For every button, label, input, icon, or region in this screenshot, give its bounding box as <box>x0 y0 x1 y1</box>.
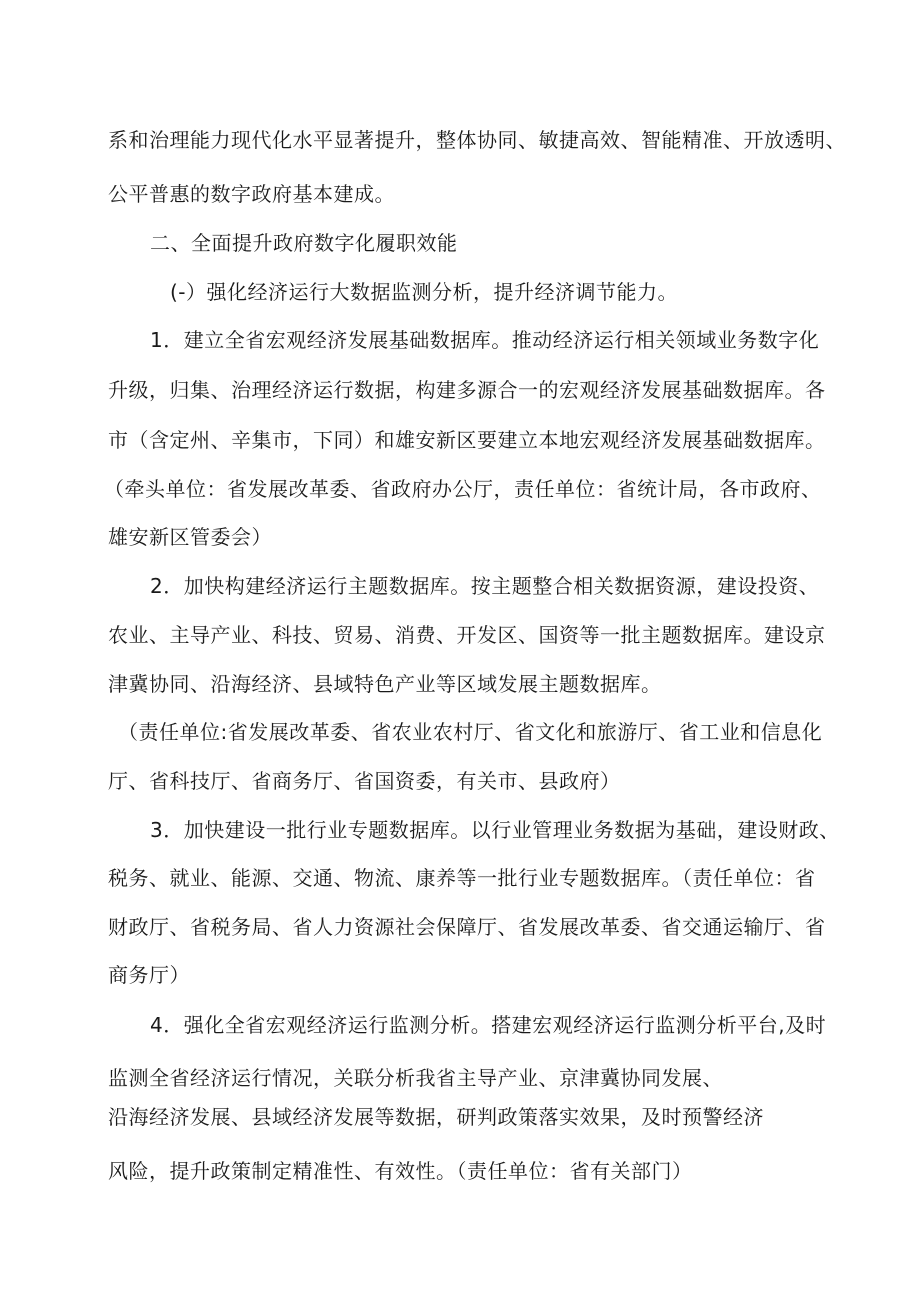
subsection-heading: (-）强化经济运行大数据监测分析，提升经济调节能力。 <box>170 280 679 304</box>
text-line: 厅、省科技厅、省商务厅、省国资委，有关市、县政府） <box>108 769 621 793</box>
text-line: 3．加快建设一批行业专题数据库。以行业管理业务数据为基础，建设财政、 <box>150 818 840 842</box>
text-line: 4．强化全省宏观经济运行监测分析。搭建宏观经济运行监测分析平台,及时 <box>150 1013 827 1037</box>
text-line: 监测全省经济运行情况，关联分析我省主导产业、京津冀协同发展、 <box>108 1066 723 1090</box>
text-line: 商务厅） <box>108 963 190 987</box>
text-line: 市（含定州、辛集市，下同）和雄安新区要建立本地宏观经济发展基础数据库。 <box>108 428 826 452</box>
text-line: 公平普惠的数字政府基本建成。 <box>108 182 395 206</box>
text-line: （责任单位:省发展改革委、省农业农村厅、省文化和旅游厅、省工业和信息化 <box>118 720 823 744</box>
text-line: 2．加快构建经济运行主题数据库。按主题整合相关数据资源，建设投资、 <box>150 574 820 598</box>
text-line: 系和治理能力现代化水平显著提升，整体协同、敏捷高效、智能精准、开放透明、 <box>108 128 846 152</box>
text-line: 1．建立全省宏观经济发展基础数据库。推动经济运行相关领域业务数字化 <box>150 328 820 352</box>
text-line: （牵头单位：省发展改革委、省政府办公厅，责任单位：省统计局，各市政府、 <box>104 477 822 501</box>
text-line: 升级，归集、治理经济运行数据，构建多源合一的宏观经济发展基础数据库。各 <box>108 378 826 402</box>
text-line: 农业、主导产业、科技、贸易、消费、开发区、国资等一批主题数据库。建设京 <box>108 623 826 647</box>
section-heading: 二、全面提升政府数字化履职效能 <box>150 231 458 255</box>
text-line: 风险，提升政策制定精准性、有效性。（责任单位：省有关部门） <box>108 1159 693 1183</box>
text-line: 财政厅、省税务局、省人力资源社会保障厅、省发展改革委、省交通运输厅、省 <box>108 915 826 939</box>
text-line: 雄安新区管委会） <box>108 525 272 549</box>
text-line: 沿海经济发展、县域经济发展等数据，研判政策落实效果，及时预警经济 <box>108 1105 764 1129</box>
text-line: 津冀协同、沿海经济、县域特色产业等区域发展主题数据库。 <box>108 672 662 696</box>
text-line: 税务、就业、能源、交通、物流、康养等一批行业专题数据库。（责任单位：省 <box>108 866 816 890</box>
